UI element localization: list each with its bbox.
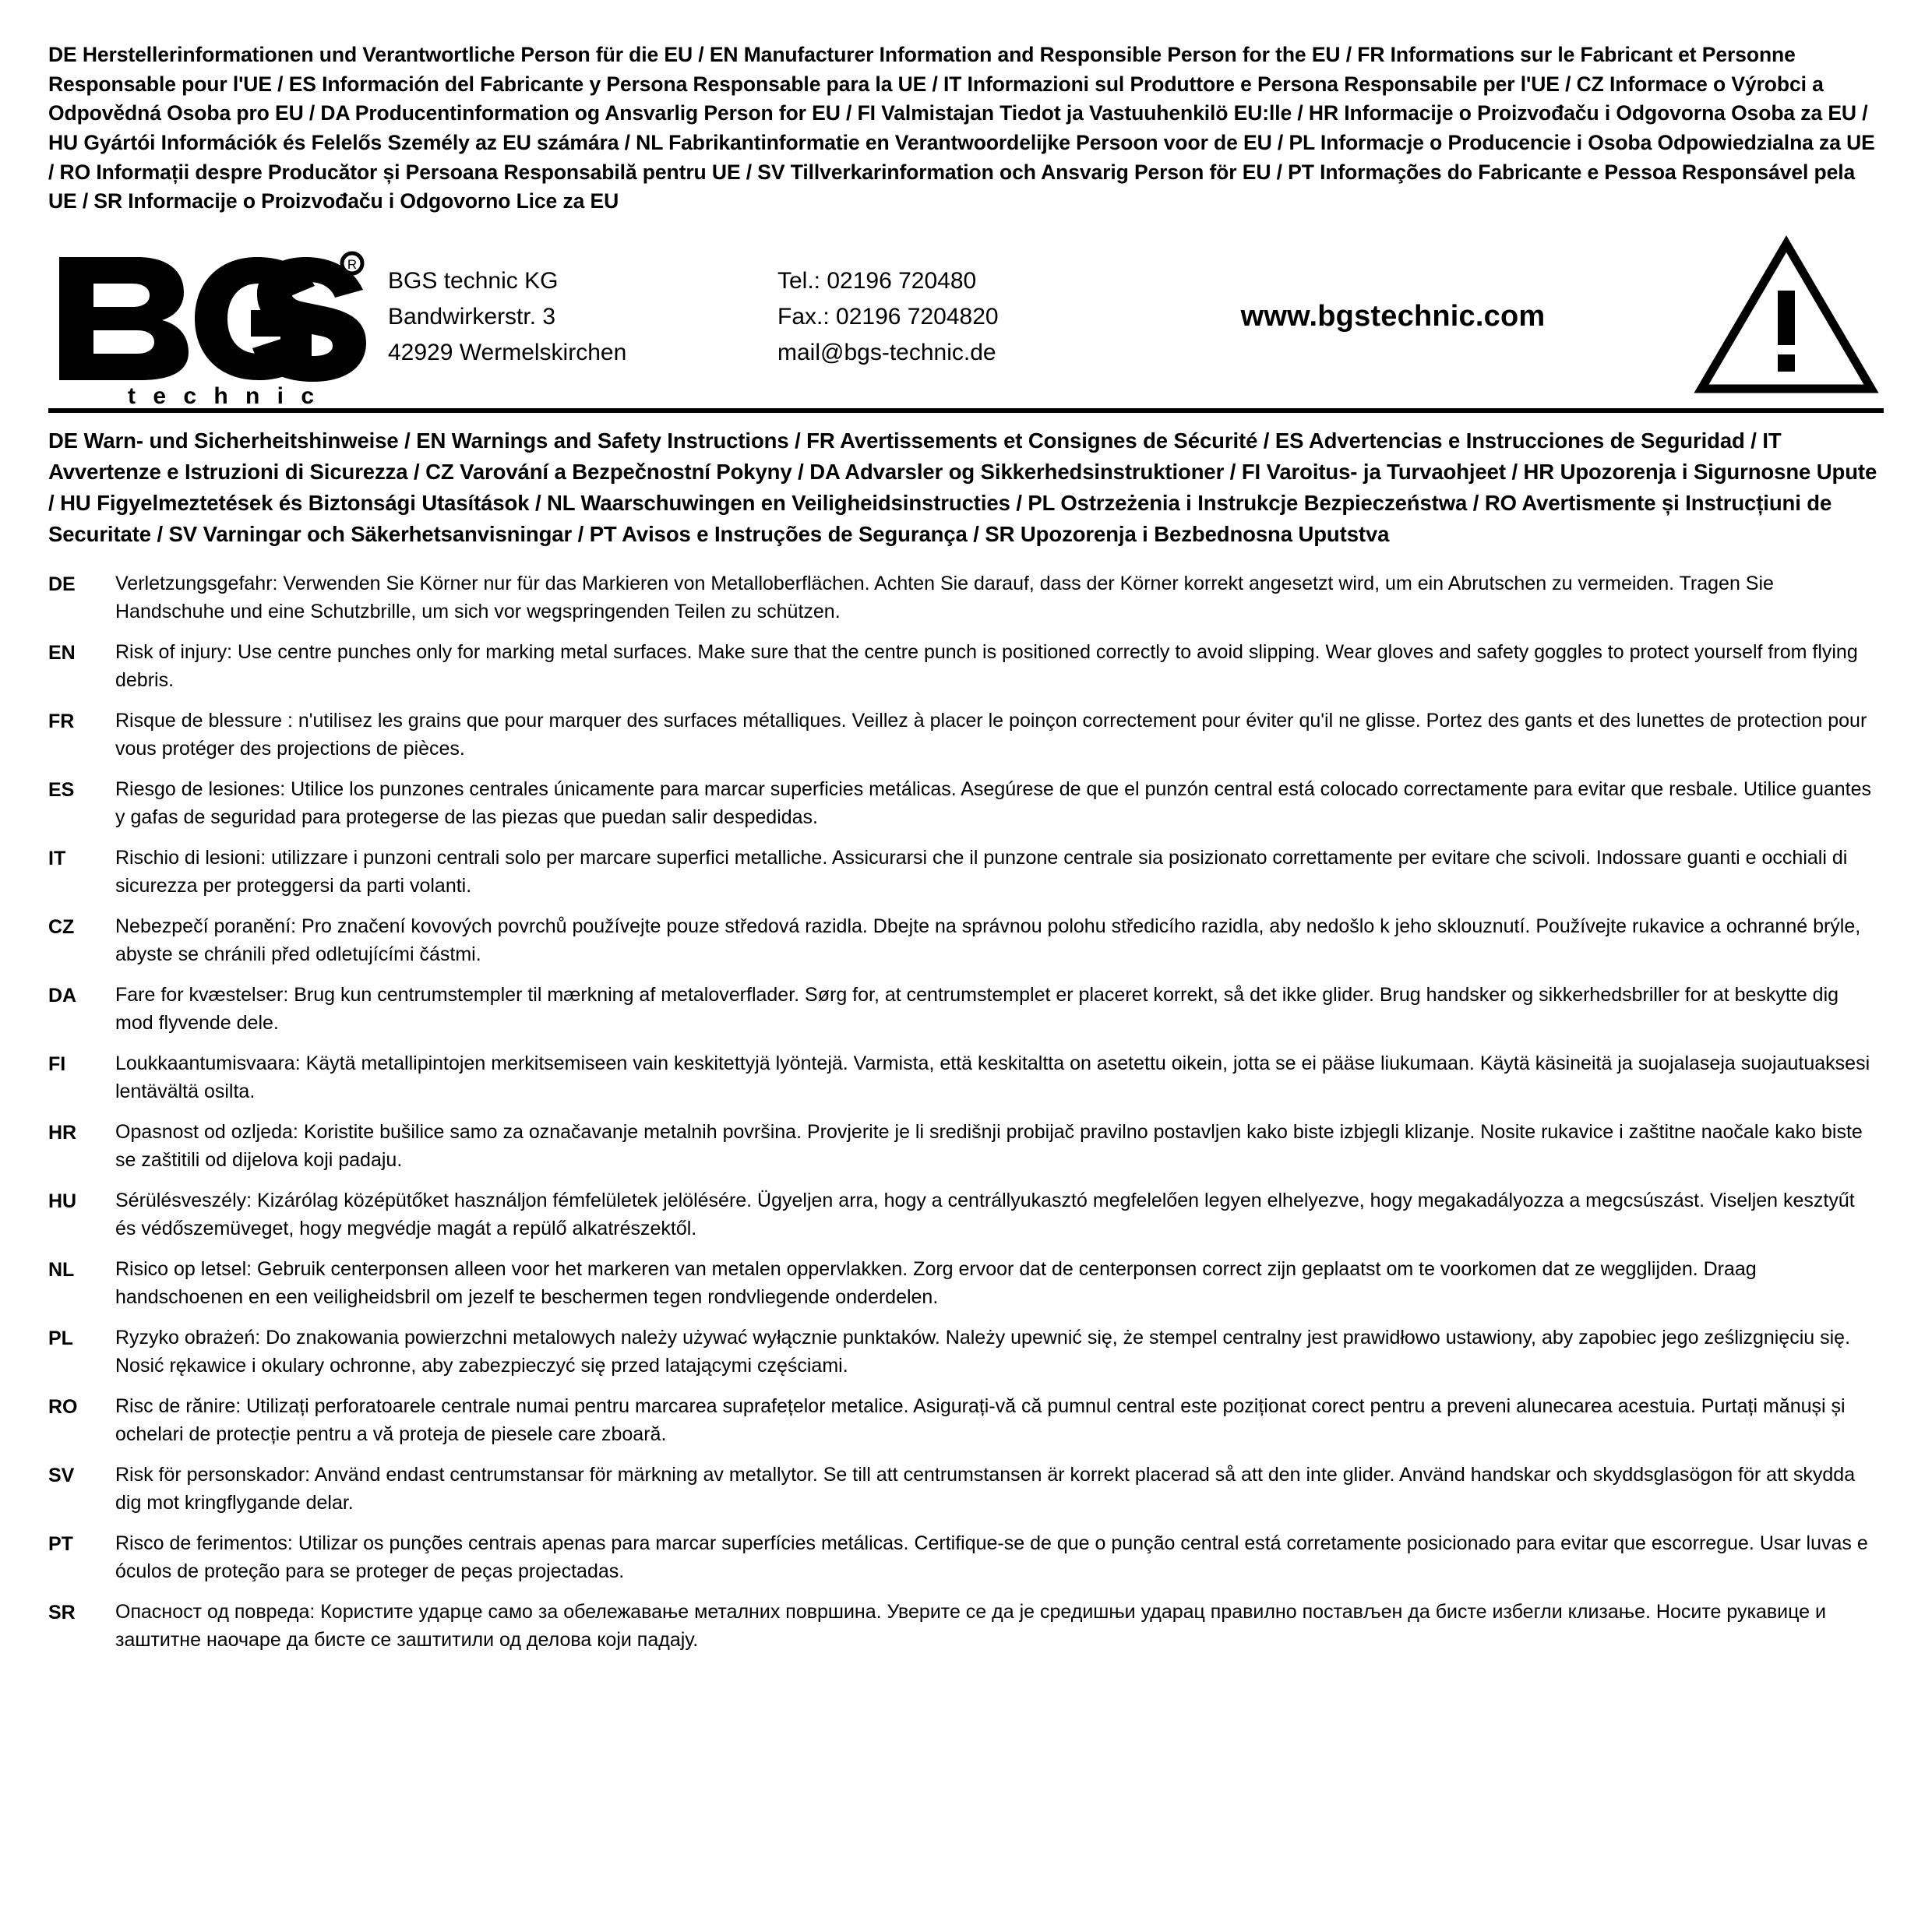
list-item	[48, 570, 1884, 626]
language-code: IT	[48, 848, 66, 870]
language-text: Risk of injury: Use centre punches only for marking metal surfaces. Make sure that the centre punch is positioned correctly to avoid slipping. Wear gloves and safety goggles to protect yourself from flying debris.	[115, 641, 1858, 691]
language-code: DA	[48, 985, 77, 1007]
language-code: DE	[48, 573, 76, 596]
bgs-logo	[48, 249, 388, 409]
company-city: 42929 Wermelskirchen	[388, 339, 627, 365]
company-name: BGS technic KG	[388, 268, 559, 294]
language-text: Risk för personskador: Använd endast centrumstansar för märkning av metallytor. Se till att centrumstansen är korrekt placerad så att den inte glider. Använd handskar och skyddsglasögon för att skydda dig mot kringflygande delar.	[115, 1464, 1856, 1514]
language-code: SV	[48, 1465, 75, 1487]
language-code: FR	[48, 710, 75, 733]
company-street: Bandwirkerstr. 3	[388, 303, 556, 330]
list-item	[48, 707, 1884, 763]
svg-text:R: R	[347, 256, 358, 272]
list-item	[48, 1324, 1884, 1380]
list-item	[48, 1530, 1884, 1585]
language-text: Rischio di lesioni: utilizzare i punzoni centrali solo per marcare superfici metalliche. Assicurarsi che il punzone centrale sia posizionato correttamente per evitare che scivoli. Indossare guanti e occhiali di sicurezza per proteggersi da parti volanti.	[115, 847, 1848, 897]
language-text: Sérülésveszély: Kizárólag középütőket használjon fémfelületek jelölésére. Ügyeljen arra, hogy a centrállyukasztó megfelelően legyen elhelyezve, hogy megakadályozza a megcsúszást. Viseljen kesztyűt és védőszemüveget, hogy megvédje magát a repülő alkatrészektől.	[115, 1190, 1855, 1239]
language-code: RO	[48, 1396, 78, 1419]
language-code: HU	[48, 1190, 77, 1213]
warning-triangle-svg	[1697, 238, 1876, 393]
company-header-band	[48, 234, 1884, 413]
list-item	[48, 776, 1884, 831]
list-item	[48, 1393, 1884, 1448]
language-text: Risico op letsel: Gebruik centerponsen alleen voor het markeren van metalen oppervlakken. Zorg ervoor dat de centerponsen correct zijn geplaatst om te voorkomen dat ze wegglijden. Draag handschoenen en een veiligheidsbril om jezelf te beschermen tegen rondvliegende onderdelen.	[115, 1258, 1757, 1308]
list-item	[48, 982, 1884, 1037]
company-contact	[777, 260, 1112, 370]
list-item	[48, 913, 1884, 968]
language-code: PL	[48, 1327, 73, 1350]
company-tel: Tel.: 02196 720480	[777, 268, 977, 294]
language-code: FI	[48, 1053, 66, 1076]
language-code: EN	[48, 642, 76, 665]
list-item	[48, 1050, 1884, 1105]
language-text: Опасност од повреда: Користите ударце само за обележавање металних површина. Уверите се да је средишњи ударац правилно постављен да бисте избегли клизање. Носите рукавице и заштитне наочаре да бисте се заштитили од делова који падају.	[115, 1601, 1826, 1651]
list-item	[48, 1461, 1884, 1517]
company-website: www.bgstechnic.com	[1240, 300, 1546, 333]
bgs-logo-svg	[53, 249, 365, 409]
language-text: Riesgo de lesiones: Utilice los punzones centrales únicamente para marcar superficies metálicas. Asegúrese de que el punzón central está colocado correctamente para evitar que resbale. Utilice guantes y gafas de seguridad para protegerse de las piezas que puedan salir despedidas.	[115, 778, 1872, 828]
language-text: Verletzungsgefahr: Verwenden Sie Körner nur für das Markieren von Metalloberflächen. Achten Sie darauf, dass der Körner korrekt angesetzt wird, um ein Abrutschen zu vermeiden. Tragen Sie Handschuhe und eine Schutzbrille, um sich vor wegspringenden Teilen zu schützen.	[115, 573, 1774, 622]
language-text: Risc de rănire: Utilizați perforatoarele centrale numai pentru marcarea suprafețelor metalice. Asigurați-vă că pumnul central este poziționat corect pentru a preveni alunecarea acestuia. Purtați mănuși și ochelari de protecție pentru a vă proteja de piesele care zboară.	[115, 1395, 1846, 1445]
language-text: Nebezpečí poranění: Pro značení kovových povrchů používejte pouze středová razidla. Dbejte na správnou polohu středicího razidla, aby nedošlo k jeho sklouznutí. Používejte rukavice a ochranné brýle, abyste se chránili před odletujícími částmi.	[115, 915, 1861, 965]
language-code: HR	[48, 1122, 77, 1144]
language-text: Risco de ferimentos: Utilizar os punções centrais apenas para marcar superfícies metálicas. Certifique-se de que o punção central está corretamente posicionado para evitar que escorregue. Usar luvas e óculos de proteção para se proteger de peças projectadas.	[115, 1532, 1868, 1582]
list-item	[48, 1119, 1884, 1174]
warning-triangle-icon	[1673, 238, 1884, 393]
list-item	[48, 1256, 1884, 1311]
svg-text:t e c h n i c: t e c h n i c	[128, 383, 320, 409]
list-item	[48, 639, 1884, 694]
warnings-safety-heading: DE Warn- und Sicherheitshinweise / EN Warnings and Safety Instructions / FR Avertissements et Consignes de Sécurité / ES Advertencias e Instrucciones de Seguridad / IT Avvertenze e Istruzioni di Sicurezza / CZ Varování a Bezpečnostní Pokyny / DA Advarsler og Sikkerhedsinstruktioner / FI Varoitus- ja Turvaohjeet / HR Upozorenja i Sigurnosne Upute / HU Figyelmeztetések és Biztonsági Utasítások / NL Waarschuwingen en Veiligheidsinstructies / PL Ostrzeżenia i Instrukcje Bezpieczeństwa / RO Avertismente și Instrucțiuni de Securitate / SV Varningar och Säkerhetsanvisningar / PT Avisos e Instruções de Segurança / SR Upozorenja i Bezbednosna Uputstva	[48, 428, 1877, 547]
language-code: PT	[48, 1533, 73, 1556]
list-item	[48, 1187, 1884, 1243]
manufacturer-info-heading: DE Herstellerinformationen und Verantwortliche Person für die EU / EN Manufacturer Information and Responsible Person for the EU / FR Informations sur le Fabricant et Personne Responsable pour l'UE / ES Información del Fabricante y Persona Responsable para la UE / IT Informazioni sul Produttore e Persona Responsabile per l'UE / CZ Informace o Výrobci a Odpovědná Osoba pro EU / DA Producentinformation og Ansvarlig Person for EU / FI Valmistajan Tiedot ja Vastuuhenkilö EU:lle / HR Informacije o Proizvođaču i Odgovorna Osoba za EU / HU Gyártói Információk és Felelős Személy az EU számára / NL Fabrikantinformatie en Verantwoordelijke Persoon voor de EU / PL Informacje o Producencie i Osoba Odpowiedzialna za UE / RO Informații despre Producător și Persoana Responsabilă pentru UE / SV Tillverkarinformation och Ansvarig Person för EU / PT Informações do Fabricante e Pessoa Responsável pela UE / SR Informacije o Proizvođaču i Odgovorno Lice za EU	[48, 43, 1875, 213]
company-fax: Fax.: 02196 7204820	[777, 303, 999, 330]
list-item	[48, 1599, 1884, 1654]
list-item	[48, 844, 1884, 900]
language-code: SR	[48, 1602, 76, 1624]
language-code: ES	[48, 779, 75, 802]
language-code: CZ	[48, 916, 75, 939]
company-address	[388, 260, 777, 370]
language-text: Loukkaantumisvaara: Käytä metallipintojen merkitsemiseen vain keskitettyjä lyöntejä. Varmista, että keskitaltta on asetettu oikein, jotta se ei pääse liukumaan. Käytä käsineitä ja suojalaseja suojautuaksesi lentävältä osilta.	[115, 1052, 1870, 1102]
language-code: NL	[48, 1259, 75, 1282]
language-instruction-list	[48, 570, 1884, 1654]
language-text: Ryzyko obrażeń: Do znakowania powierzchni metalowych należy używać wyłącznie punktaków. Należy upewnić się, że stempel centralny jest prawidłowo ustawiony, aby zapobiec jego ześlizgnięciu się. Nosić rękawice i okulary ochronne, aby zabezpieczyć się przed latającymi częściami.	[115, 1327, 1851, 1377]
company-email: mail@bgs-technic.de	[777, 339, 996, 365]
language-text: Opasnost od ozljeda: Koristite bušilice samo za označavanje metalnih površina. Provjerite je li središnji probijač pravilno postavljen kako biste izbjegli klizanje. Nosite rukavice i zaštitne naočale kako biste se zaštitili od dijelova koji padaju.	[115, 1121, 1863, 1171]
language-text: Risque de blessure : n'utilisez les grains que pour marquer des surfaces métalliques. Veillez à placer le poinçon correctement pour éviter qu'il ne glisse. Portez des gants et des lunettes de protection pour vous protéger des projections de pièces.	[115, 710, 1867, 760]
language-text: Fare for kvæstelser: Brug kun centrumstempler til mærkning af metaloverflader. Sørg for, at centrumstemplet er placeret korrekt, så det ikke glider. Brug handsker og sikkerhedsbriller for at beskytte dig mod flyvende dele.	[115, 984, 1839, 1034]
